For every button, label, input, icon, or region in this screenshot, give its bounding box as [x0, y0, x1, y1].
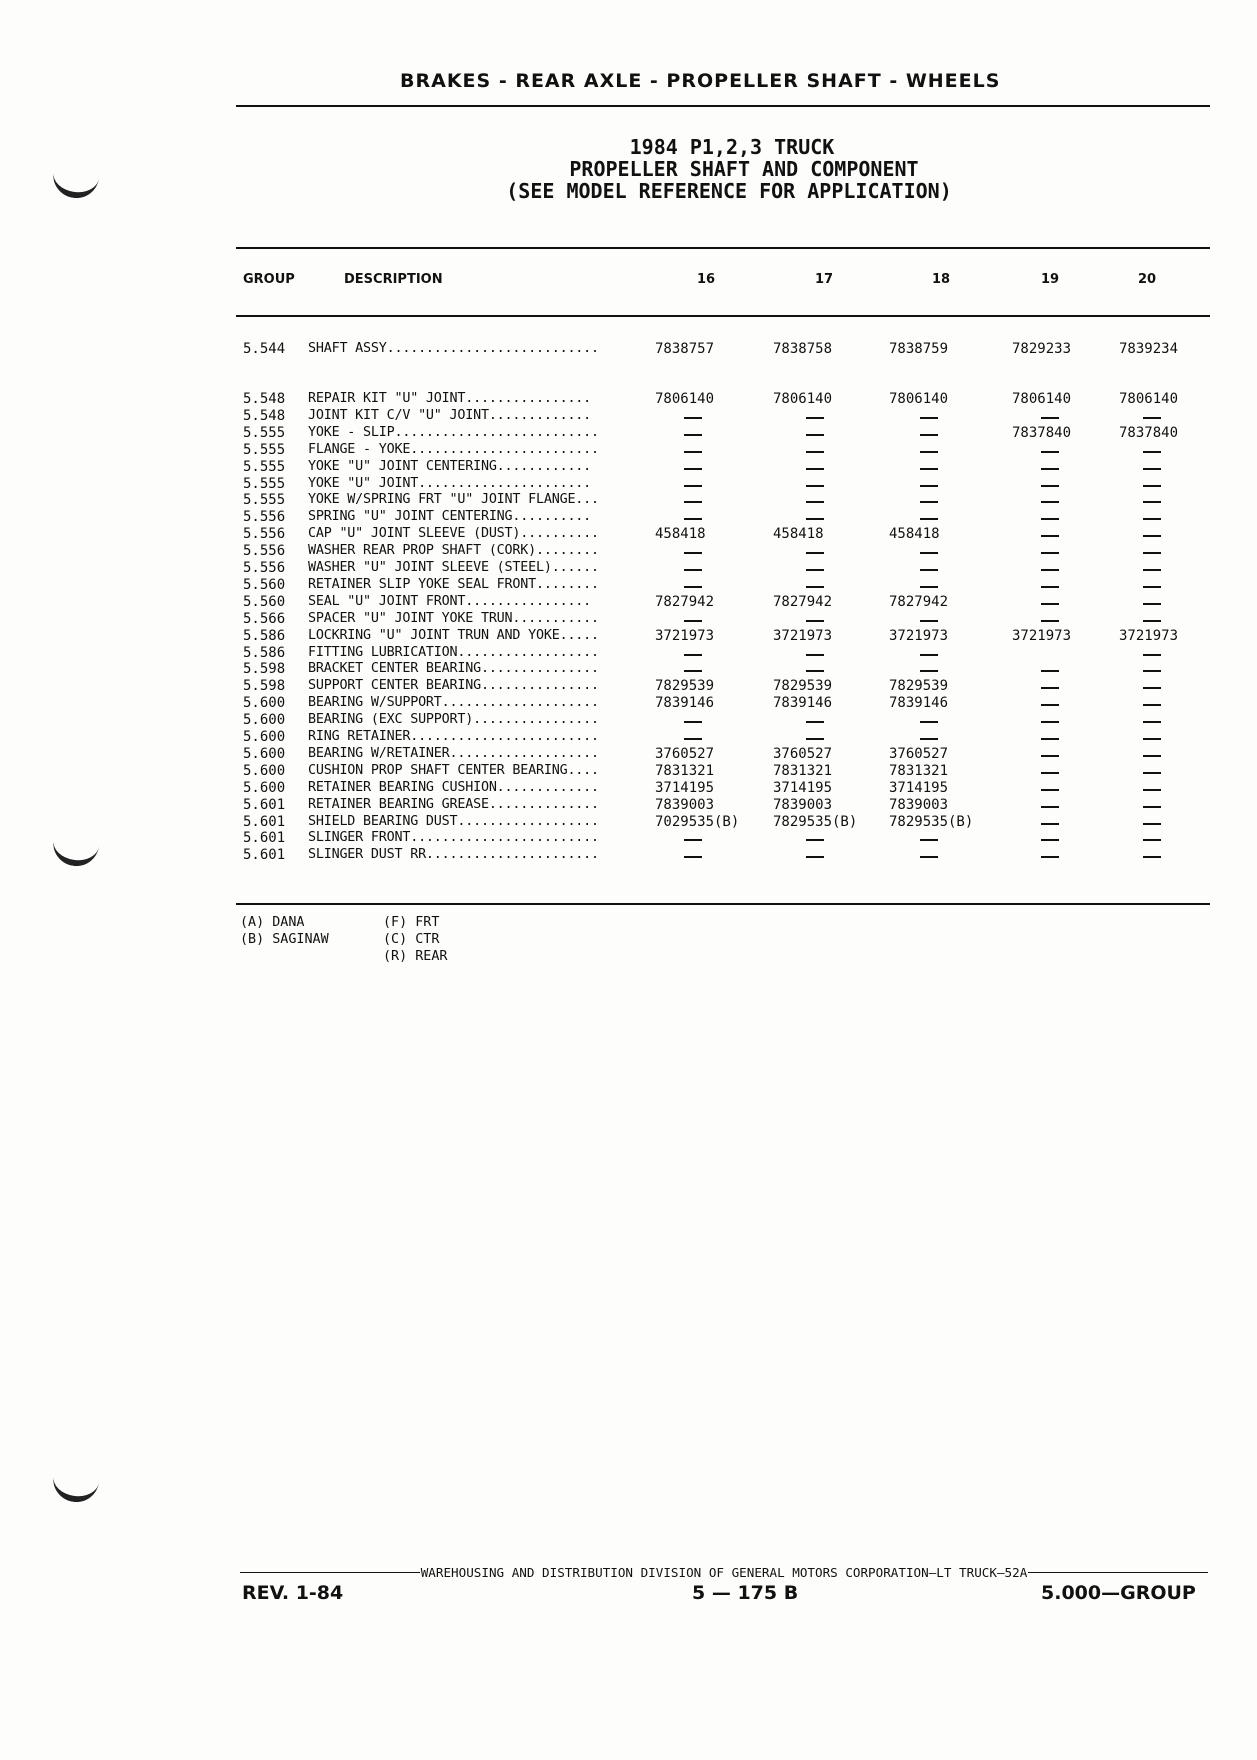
not-applicable-dash	[806, 670, 824, 672]
part-number-cell: 7839146	[655, 695, 715, 712]
part-number-cell: 7806140	[1012, 391, 1072, 407]
title-line-3: (SEE MODEL REFERENCE FOR APPLICATION)	[506, 179, 952, 203]
row-group-code: 5.555	[243, 424, 286, 441]
part-number-cell: 3714195	[773, 779, 833, 796]
footer-group: 5.000—GROUP	[1041, 1582, 1196, 1604]
part-number-cell: 7838759	[889, 341, 949, 357]
row-group-code: 5.586	[243, 644, 286, 661]
row-group-code: 5.544	[243, 341, 286, 357]
not-applicable-dash	[920, 468, 938, 470]
row-group-code: 5.555	[243, 475, 286, 492]
row-description: BEARING (EXC SUPPORT)................	[308, 712, 599, 728]
part-number-cell: 458418	[889, 526, 940, 543]
not-applicable-dash	[1143, 721, 1161, 723]
binder-hole-mark	[50, 1471, 99, 1505]
row-group-code: 5.600	[243, 695, 286, 712]
not-applicable-dash	[920, 451, 938, 453]
not-applicable-dash	[1143, 654, 1161, 656]
column-header-description: DESCRIPTION	[344, 272, 443, 287]
row-description: SHIELD BEARING DUST..................	[308, 813, 599, 829]
not-applicable-dash	[1143, 535, 1161, 537]
not-applicable-dash	[684, 468, 702, 470]
part-number-cell: 7029535(B)	[655, 813, 740, 830]
row-group-code: 5.555	[243, 492, 286, 509]
not-applicable-dash	[1041, 806, 1059, 808]
row-description: YOKE W/SPRING FRT "U" JOINT FLANGE...	[308, 492, 599, 508]
part-number-cell: 7829233	[1012, 341, 1072, 357]
part-number-cell: 7829539	[889, 678, 949, 695]
row-group-code: 5.555	[243, 441, 286, 458]
part-number-cell: 7838757	[655, 341, 715, 357]
row-description: RETAINER BEARING CUSHION.............	[308, 779, 599, 795]
not-applicable-dash	[1041, 670, 1059, 672]
not-applicable-dash	[806, 620, 824, 622]
not-applicable-dash	[1041, 603, 1059, 605]
not-applicable-dash	[1143, 552, 1161, 554]
row-group-code: 5.556	[243, 543, 286, 560]
footer-page-number: 5 — 175 B	[692, 1582, 799, 1604]
row-description: REPAIR KIT "U" JOINT................	[308, 391, 592, 406]
row-group-code: 5.601	[243, 847, 286, 864]
not-applicable-dash	[684, 856, 702, 858]
part-number-cell: 7839234	[1119, 341, 1179, 357]
part-number-cell: 7827942	[773, 593, 833, 610]
part-number-cell: 7829539	[773, 678, 833, 695]
part-number-cell: 3760527	[655, 745, 715, 762]
not-applicable-dash	[920, 738, 938, 740]
row-description: CAP "U" JOINT SLEEVE (DUST)..........	[308, 526, 599, 542]
row-description: JOINT KIT C/V "U" JOINT.............	[308, 407, 592, 423]
part-number-cell: 7837840	[1012, 424, 1072, 441]
not-applicable-dash	[806, 839, 824, 841]
not-applicable-dash	[684, 552, 702, 554]
row-group-code: 5.601	[243, 830, 286, 847]
not-applicable-dash	[806, 552, 824, 554]
row-group-code: 5.598	[243, 661, 286, 678]
not-applicable-dash	[684, 654, 702, 656]
row-description: WASHER "U" JOINT SLEEVE (STEEL)......	[308, 560, 599, 575]
not-applicable-dash	[684, 434, 702, 436]
not-applicable-dash	[920, 856, 938, 858]
not-applicable-dash	[1041, 586, 1059, 588]
column-header-20: 20	[1138, 272, 1157, 287]
not-applicable-dash	[920, 417, 938, 419]
part-number-cell: 7839146	[773, 695, 833, 712]
part-number-cell: 7806140	[773, 391, 833, 407]
part-number-cell: 3721973	[1119, 627, 1179, 644]
not-applicable-dash	[806, 721, 824, 723]
not-applicable-dash	[684, 586, 702, 588]
row-description: YOKE - SLIP..........................	[308, 424, 599, 440]
part-number-cell: 3721973	[773, 627, 833, 644]
not-applicable-dash	[684, 451, 702, 453]
title-line-2: PROPELLER SHAFT AND COMPONENT	[569, 157, 919, 181]
not-applicable-dash	[1041, 620, 1059, 622]
row-description: SLINGER DUST RR......................	[308, 847, 599, 863]
row-description: RING RETAINER........................	[308, 729, 599, 744]
part-number-cell: 458418	[655, 526, 706, 543]
row-group-code: 5.548	[243, 391, 286, 407]
not-applicable-dash	[1041, 704, 1059, 706]
not-applicable-dash	[1041, 856, 1059, 858]
part-number-cell: 3760527	[889, 745, 949, 762]
column-header-17: 17	[815, 272, 834, 287]
part-number-cell: 7829539	[655, 678, 715, 695]
not-applicable-dash	[920, 721, 938, 723]
not-applicable-dash	[1041, 687, 1059, 689]
not-applicable-dash	[1143, 603, 1161, 605]
not-applicable-dash	[1041, 772, 1059, 774]
row-group-code: 5.600	[243, 712, 286, 729]
not-applicable-dash	[920, 620, 938, 622]
not-applicable-dash	[1143, 772, 1161, 774]
not-applicable-dash	[1041, 518, 1059, 520]
binder-hole-mark	[50, 835, 99, 869]
not-applicable-dash	[1143, 823, 1161, 825]
not-applicable-dash	[1041, 839, 1059, 841]
not-applicable-dash	[1041, 738, 1059, 740]
row-description: WASHER REAR PROP SHAFT (CORK)........	[308, 543, 599, 559]
not-applicable-dash	[920, 501, 938, 503]
not-applicable-dash	[1143, 687, 1161, 689]
part-number-cell: 7806140	[1119, 391, 1179, 407]
not-applicable-dash	[806, 586, 824, 588]
not-applicable-dash	[1041, 823, 1059, 825]
row-group-code: 5.555	[243, 458, 286, 475]
row-group-code: 5.548	[243, 407, 286, 424]
not-applicable-dash	[806, 451, 824, 453]
not-applicable-dash	[1143, 704, 1161, 706]
part-number-cell: 7839003	[655, 796, 715, 813]
part-number-cell: 7838758	[773, 341, 833, 357]
not-applicable-dash	[1041, 485, 1059, 487]
row-group-code: 5.556	[243, 560, 286, 576]
not-applicable-dash	[1143, 518, 1161, 520]
title-line-1: 1984 P1,2,3 TRUCK	[629, 135, 835, 159]
part-number-cell: 3714195	[655, 779, 715, 796]
not-applicable-dash	[1143, 586, 1161, 588]
part-number-cell: 7806140	[889, 391, 949, 407]
part-number-cell: 7827942	[655, 593, 715, 610]
header-bottom-rule	[236, 315, 1210, 317]
row-group-code: 5.600	[243, 729, 286, 745]
not-applicable-dash	[684, 738, 702, 740]
not-applicable-dash	[1143, 839, 1161, 841]
not-applicable-dash	[920, 518, 938, 520]
not-applicable-dash	[684, 839, 702, 841]
not-applicable-dash	[1143, 806, 1161, 808]
not-applicable-dash	[1041, 468, 1059, 470]
not-applicable-dash	[920, 654, 938, 656]
row-description: BEARING W/RETAINER...................	[308, 745, 599, 761]
not-applicable-dash	[1143, 485, 1161, 487]
part-number-cell: 7829535(B)	[889, 813, 974, 830]
row-group-code: 5.556	[243, 526, 286, 543]
row-group-code: 5.556	[243, 509, 286, 526]
not-applicable-dash	[1041, 501, 1059, 503]
not-applicable-dash	[920, 434, 938, 436]
not-applicable-dash	[806, 417, 824, 419]
row-group-code: 5.598	[243, 678, 286, 695]
not-applicable-dash	[1143, 789, 1161, 791]
not-applicable-dash	[920, 670, 938, 672]
table-bottom-rule	[236, 903, 1210, 905]
not-applicable-dash	[806, 738, 824, 740]
part-number-cell: 7831321	[889, 762, 949, 779]
row-description: FLANGE - YOKE........................	[308, 441, 599, 457]
column-header-16: 16	[697, 272, 716, 287]
page-title	[236, 136, 1210, 202]
column-header-group: GROUP	[243, 272, 295, 287]
part-number-cell: 7839003	[773, 796, 833, 813]
note-b-saginaw: (B) SAGINAW	[240, 932, 329, 947]
row-description: SEAL "U" JOINT FRONT................	[308, 593, 592, 609]
row-description: RETAINER BEARING GREASE..............	[308, 796, 599, 812]
not-applicable-dash	[1041, 417, 1059, 419]
part-number-cell: 7837840	[1119, 424, 1179, 441]
row-group-code: 5.600	[243, 762, 286, 779]
row-group-code: 5.601	[243, 813, 286, 830]
not-applicable-dash	[806, 518, 824, 520]
not-applicable-dash	[1041, 789, 1059, 791]
not-applicable-dash	[1143, 468, 1161, 470]
part-number-cell: 458418	[773, 526, 824, 543]
not-applicable-dash	[806, 468, 824, 470]
row-description: LOCKRING "U" JOINT TRUN AND YOKE.....	[308, 627, 599, 643]
not-applicable-dash	[1143, 670, 1161, 672]
not-applicable-dash	[1041, 552, 1059, 554]
part-number-cell: 3721973	[889, 627, 949, 644]
row-description: YOKE "U" JOINT CENTERING............	[308, 458, 592, 474]
footer-division-text: WAREHOUSING AND DISTRIBUTION DIVISION OF GENERAL MOTORS CORPORATION—LT TRUCK—52A	[420, 1565, 1028, 1580]
part-number-cell: 7827942	[889, 593, 949, 610]
row-group-code: 5.600	[243, 779, 286, 796]
row-description: FITTING LUBRICATION..................	[308, 644, 599, 660]
not-applicable-dash	[806, 654, 824, 656]
part-number-cell: 3760527	[773, 745, 833, 762]
not-applicable-dash	[806, 501, 824, 503]
part-number-cell: 3721973	[1012, 627, 1072, 644]
not-applicable-dash	[1143, 738, 1161, 740]
row-group-code: 5.566	[243, 610, 286, 627]
not-applicable-dash	[684, 569, 702, 571]
row-group-code: 5.600	[243, 745, 286, 762]
part-number-cell: 3714195	[889, 779, 949, 796]
not-applicable-dash	[806, 434, 824, 436]
part-number-cell: 7831321	[655, 762, 715, 779]
not-applicable-dash	[1041, 569, 1059, 571]
part-number-cell: 7831321	[773, 762, 833, 779]
not-applicable-dash	[684, 721, 702, 723]
not-applicable-dash	[806, 856, 824, 858]
not-applicable-dash	[1041, 451, 1059, 453]
row-description: CUSHION PROP SHAFT CENTER BEARING....	[308, 762, 599, 778]
row-description: SLINGER FRONT........................	[308, 830, 599, 846]
row-description: SPACER "U" JOINT YOKE TRUN...........	[308, 610, 599, 626]
not-applicable-dash	[920, 839, 938, 841]
note-f-frt: (F) FRT	[383, 915, 440, 930]
not-applicable-dash	[1143, 856, 1161, 858]
binder-hole-mark	[50, 167, 99, 201]
header-rule	[236, 105, 1210, 107]
not-applicable-dash	[1143, 451, 1161, 453]
not-applicable-dash	[1143, 501, 1161, 503]
footer-division-line	[240, 1565, 1208, 1580]
row-group-code: 5.586	[243, 627, 286, 644]
row-description: BEARING W/SUPPORT....................	[308, 695, 599, 711]
part-number-cell: 7839003	[889, 796, 949, 813]
not-applicable-dash	[920, 586, 938, 588]
not-applicable-dash	[920, 485, 938, 487]
not-applicable-dash	[684, 620, 702, 622]
part-number-cell: 3721973	[655, 627, 715, 644]
column-header-18: 18	[932, 272, 951, 287]
not-applicable-dash	[684, 670, 702, 672]
not-applicable-dash	[806, 569, 824, 571]
not-applicable-dash	[920, 569, 938, 571]
running-head: BRAKES - REAR AXLE - PROPELLER SHAFT - WHEELS	[400, 70, 1001, 92]
note-r-rear: (R) REAR	[383, 949, 448, 964]
note-a-dana: (A) DANA	[240, 915, 305, 930]
not-applicable-dash	[1041, 721, 1059, 723]
part-number-cell: 7829535(B)	[773, 813, 858, 830]
not-applicable-dash	[1041, 755, 1059, 757]
row-description: YOKE "U" JOINT......................	[308, 475, 592, 491]
table-top-rule	[236, 247, 1210, 249]
not-applicable-dash	[684, 485, 702, 487]
not-applicable-dash	[1143, 620, 1161, 622]
row-description: RETAINER SLIP YOKE SEAL FRONT........	[308, 576, 599, 592]
part-number-cell: 7839146	[889, 695, 949, 712]
row-description: SUPPORT CENTER BEARING...............	[308, 678, 599, 694]
not-applicable-dash	[806, 485, 824, 487]
not-applicable-dash	[684, 501, 702, 503]
not-applicable-dash	[1143, 417, 1161, 419]
part-number-cell: 7806140	[655, 391, 715, 407]
not-applicable-dash	[1143, 569, 1161, 571]
row-description: SPRING "U" JOINT CENTERING..........	[308, 509, 592, 525]
legend-notes-left	[240, 914, 329, 948]
not-applicable-dash	[1041, 535, 1059, 537]
legend-notes-right	[383, 914, 448, 965]
row-description: SHAFT ASSY...........................	[308, 341, 599, 356]
row-description: BRACKET CENTER BEARING...............	[308, 661, 599, 677]
not-applicable-dash	[684, 518, 702, 520]
not-applicable-dash	[920, 552, 938, 554]
row-group-code: 5.560	[243, 576, 286, 593]
note-c-ctr: (C) CTR	[383, 932, 440, 947]
row-group-code: 5.601	[243, 796, 286, 813]
footer-revision: REV. 1-84	[242, 1582, 344, 1604]
row-group-code: 5.560	[243, 593, 286, 610]
column-header-19: 19	[1041, 272, 1060, 287]
not-applicable-dash	[1143, 755, 1161, 757]
not-applicable-dash	[684, 417, 702, 419]
